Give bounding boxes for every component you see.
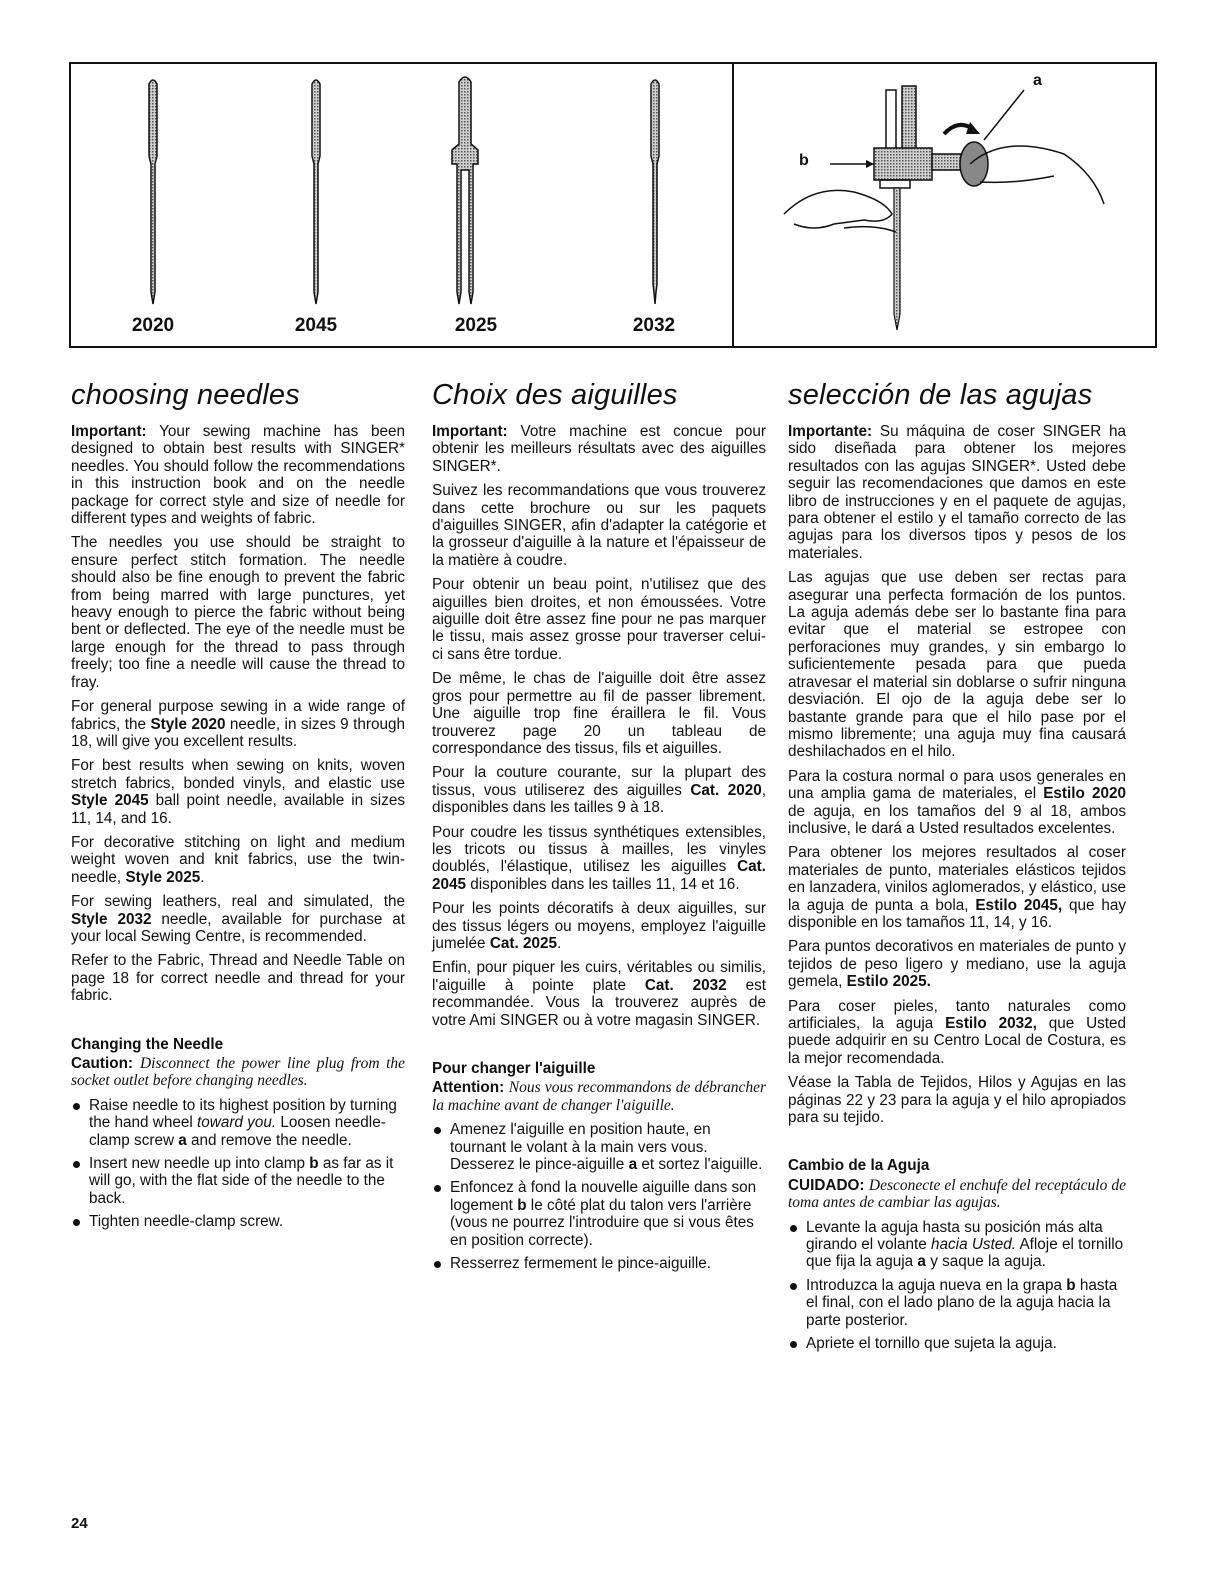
spanish-paragraph-2020: Para la costura normal o para usos generales en una amplia gama de materiales, el Estilo 2020 de aguja, en los tamaños del 9 al 18, ambos inclusive, le dará a Usted resultados excelentes.	[788, 767, 1126, 837]
french-caution: Attention: Nous vous recommandons de débrancher la machine avant de changer l'aiguille.	[432, 1079, 767, 1114]
spanish-paragraph-2032: Para coser pieles, tanto naturales como artificiales, la aguja Estilo 2032, que Usted puede adquirir en su Centro Local de Costura, es la mejor recomendada.	[788, 997, 1127, 1067]
french-paragraph-2025: Pour les points décoratifs à deux aiguilles, sur des tissus légers ou moyens, employez l'aiguille jumelée Cat. 2025.	[432, 900, 766, 952]
english-paragraph-important: Important: Your sewing machine has been designed to obtain best results with SINGER* needles. You should follow the recommendations in this instruction book and on the needle package for correct style and size of needle for different types and weights of fabric.	[71, 423, 405, 528]
english-paragraph-2020: For general purpose sewing in a wide range of fabrics, the Style 2020 needle, in sizes 9 through 18, will give you excellent results.	[71, 698, 405, 750]
needle-2020	[149, 80, 157, 304]
english-paragraph-refer: Refer to the Fabric, Thread and Needle Table on page 18 for correct needle and thread for your fabric.	[71, 952, 405, 1005]
english-column	[71, 378, 405, 1237]
french-paragraph-2020: Pour la couture courante, sur la plupart des tissus, vous utiliserez des aiguilles Cat. 2020, disponibles dans les tailles 9 à 18.	[432, 764, 766, 817]
spanish-paragraph-importante: Importante: Su máquina de coser SINGER ha sido diseñada para obtener los mejores resultados con las agujas SINGER*. Usted debe seguir las recomendaciones que damos en este libro de instrucciones y en el paquete de agujas, para obtener el estilo y el tamaño correcto de las agujas para los diversos tipos y pesos de los materiales.	[788, 423, 1126, 562]
needle-label-2045: 2045	[294, 315, 338, 336]
english-step-1: Raise needle to its highest position by turning the hand wheel toward you. Loosen needle-clamp screw a and remove the needle.	[71, 1097, 405, 1149]
needle-2032	[651, 80, 659, 304]
english-steps	[71, 1097, 405, 1231]
clamp-label-b: b	[799, 152, 809, 169]
page-number: 24	[71, 1515, 88, 1532]
spanish-subtitle: Cambio de la Aguja	[788, 1157, 930, 1175]
french-paragraph-recommandations: Suivez les recommandations que vous trouverez dans cette brochure ou sur les paquets d'aiguilles SINGER, afin d'adapter la catégorie et la grosseur d'aiguille à la nature et l'épaisseur de la matière à coudre.	[432, 482, 766, 569]
english-step-3: Tighten needle-clamp screw.	[71, 1213, 405, 1230]
french-step-2: Enfoncez à fond la nouvelle aiguille dans son logement b le côté plat du talon vers l'arrière (vous ne pourrez l'introduire que si vous êtes en position correcte).	[432, 1179, 766, 1249]
english-paragraph-2032: For sewing leathers, real and simulated, the Style 2032 needle, available for purchase at your local Sewing Centre, is recommended.	[71, 893, 406, 945]
english-paragraph-2045: For best results when sewing on knits, woven stretch fabrics, bonded vinyls, and elastic use Style 2045 ball point needle, available in sizes 11, 14, and 16.	[71, 757, 405, 827]
needle-2045	[312, 80, 320, 304]
spanish-paragraph-2025: Para puntos decorativos en materiales de punto y tejidos de peso ligero y mediano, use la aguja gemela, Estilo 2025.	[788, 938, 1126, 991]
english-paragraph-straight: The needles you use should be straight to ensure perfect stitch formation. The needle should also be fine enough to prevent the fabric from being marred with large punctures, yet heavy enough to pierce the fabric without being bent or deflected. The eye of the needle must be large enough for the thread to pass through freely; too fine a needle will cause the thread to fray.	[71, 534, 405, 691]
spanish-paragraph-2045: Para obtener los mejores resultados al coser materiales de punto, materiales elásticos tejidos en lanzadera, vinilos aglomerados, y elástico, use la aguja de punta a bola, Estilo 2045, que hay disponible en los tamaños 11, 14, y 16.	[788, 844, 1127, 931]
spanish-steps	[788, 1219, 1126, 1353]
french-subtitle: Pour changer l'aiguille	[432, 1060, 596, 1077]
spanish-column	[788, 378, 1126, 1359]
needle-label-2032: 2032	[632, 315, 676, 336]
spanish-step-1: Levante la aguja hasta su posición más alta girando el volante hacia Usted. Afloje el tornillo que fija la aguja a y saque la aguja.	[788, 1219, 1126, 1271]
spanish-title: selección de las agujas	[788, 379, 1093, 411]
spanish-paragraph-tabla: Véase la Tabla de Tejidos, Hilos y Agujas en las páginas 22 y 23 para la aguja y el hilo apropiados para su tejido.	[788, 1074, 1126, 1127]
needle-styles-drawing	[71, 64, 731, 348]
french-step-3: Resserrez fermement le pince-aiguille.	[432, 1255, 766, 1272]
spanish-step-3: Apriete el tornillo que sujeta la aguja.	[788, 1335, 1126, 1352]
french-paragraph-important: Important: Votre machine est concue pour obtenir les meilleurs résultats avec des aiguilles SINGER*.	[432, 423, 767, 475]
english-step-2: Insert new needle up into clamp b as far as it will go, with the flat side of the needle to the back.	[71, 1155, 405, 1207]
french-paragraph-2045: Pour coudre les tissus synthétiques extensibles, les tricots ou tissus à mailles, les vinyles doublés, l'élastique, utilisez les aiguilles Cat. 2045 disponibles dans les tailles 11, 14 et 16.	[432, 823, 767, 893]
needle-label-2025: 2025	[454, 315, 498, 336]
english-subtitle: Changing the Needle	[71, 1035, 224, 1053]
french-paragraph-beau-point: Pour obtenir un beau point, n'utilisez que des aiguilles bien droites, et non émoussées. Votre aiguille doit être assez fine pour ne pas marquer le tissu, mais assez grosse pour traverser celui-ci sans être tordue.	[432, 576, 766, 663]
clamp-label-a: a	[1033, 72, 1042, 89]
french-title: Choix des aiguilles	[432, 379, 678, 411]
french-paragraph-chas: De même, le chas de l'aiguille doit être assez gros pour permettre au fil de passer librement. Une aiguille trop fine éraillera le fil. Vous trouverez page 20 un tableau de correspondance des tissus, fils et aiguilles.	[432, 670, 766, 757]
english-caution: Caution: Disconnect the power line plug from the socket outlet before changing needles.	[71, 1055, 406, 1090]
french-column	[432, 378, 766, 1278]
spanish-caution: CUIDADO: Desconecte el enchufe del receptáculo de toma antes de cambiar las agujas.	[788, 1176, 1126, 1212]
spanish-paragraph-rectas: Las agujas que use deben ser rectas para asegurar una perfecta formación de los puntos. La aguja además debe ser lo bastante fina para evitar que el material se estropee con perforaciones muy grandes, y sin embargo lo suficientemente pesada para que pueda atravesar el material sin doblarse o sufrir ninguna desviación. El ojo de la aguja debe ser lo bastante grande para que el hilo pase por el mismo libremente; una aguja muy fina causará deshilachados en el hilo.	[788, 569, 1126, 761]
french-steps	[432, 1121, 766, 1272]
french-step-1: Amenez l'aiguille en position haute, en tournant le volant à la main vers vous. Desserez le pince-aiguille a et sortez l'aiguille.	[432, 1121, 766, 1173]
spanish-step-2: Introduzca la aguja nueva en la grapa b hasta el final, con el lado plano de la aguja hacia la parte posterior.	[788, 1277, 1126, 1329]
needle-label-2020: 2020	[131, 315, 175, 336]
french-paragraph-2032: Enfin, pour piquer les cuirs, véritables ou similis, l'aiguille à pointe plate Cat. 2032 est recommandée. Vous la trouverez auprès de votre Ami SINGER ou à votre magasin SINGER.	[432, 959, 766, 1029]
english-paragraph-2025: For decorative stitching on light and medium weight woven and knit fabrics, use the twin-needle, Style 2025.	[71, 833, 405, 886]
english-title: choosing needles	[71, 379, 300, 411]
needle-illustration-panel	[69, 62, 1157, 348]
needle-clamp-drawing	[734, 64, 1155, 348]
needle-2025-twin	[452, 77, 478, 304]
